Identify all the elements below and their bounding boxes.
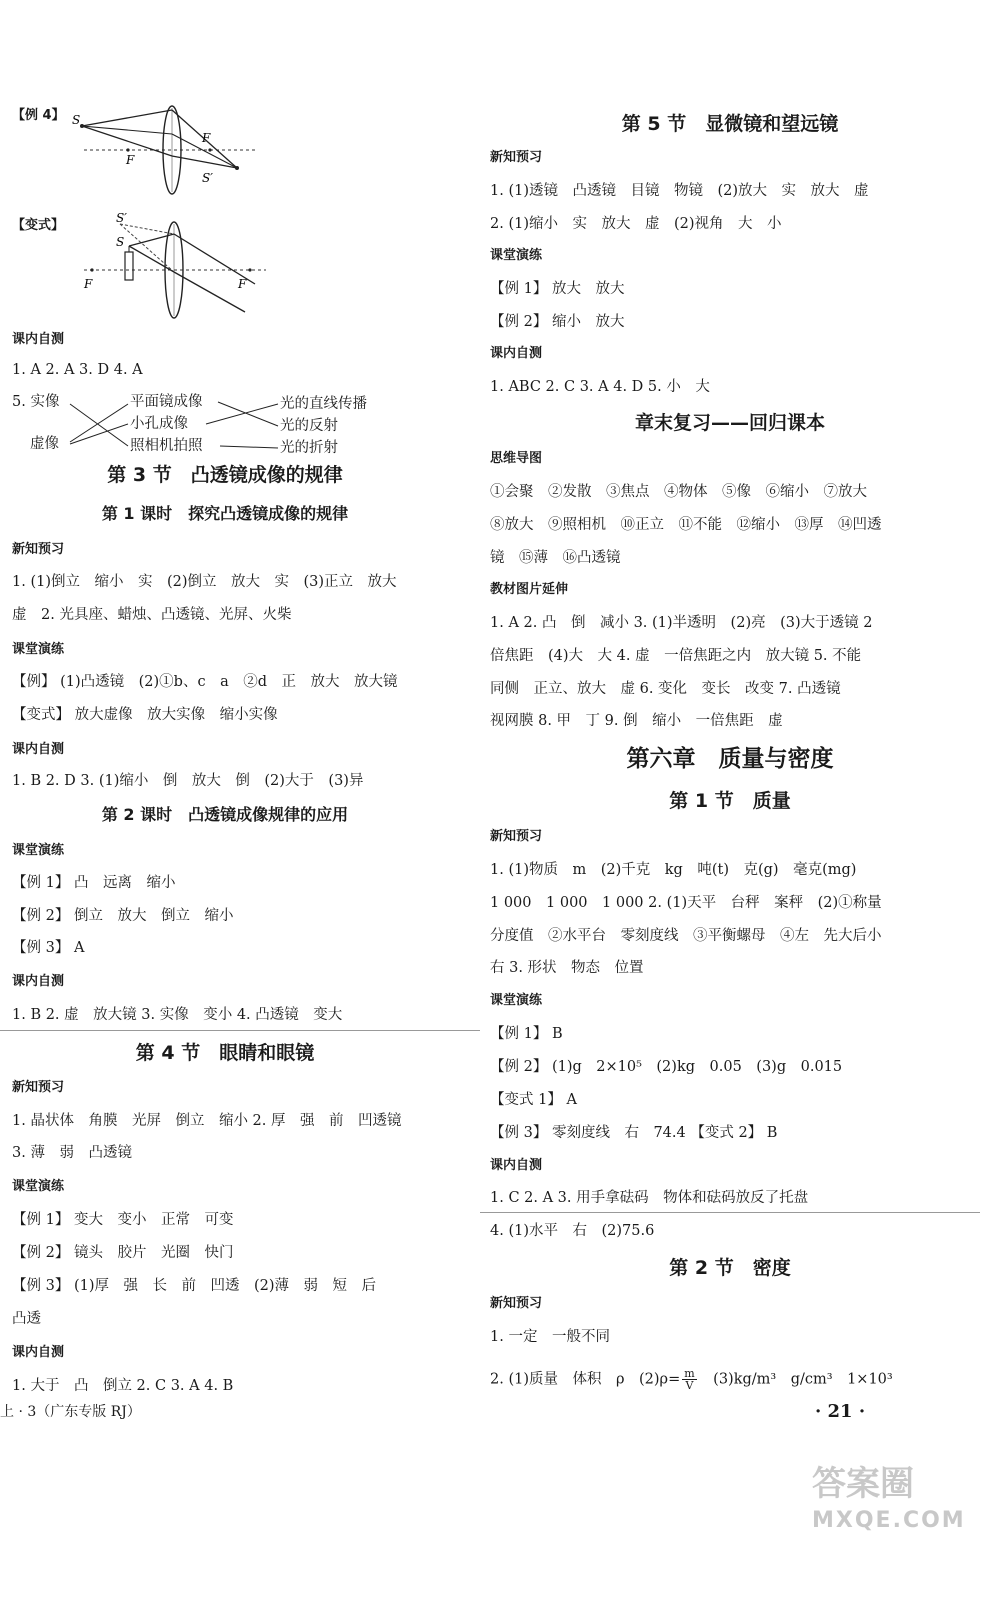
example-3-answer: 【例 3】 A — [12, 940, 85, 956]
self-test-line: 1. B 2. 虚 放大镜 3. 实像 变小 4. 凸透镜 变大 — [12, 1007, 343, 1023]
match-camera: 照相机拍照 — [130, 438, 203, 454]
lens-ray-diagram-example-4 — [70, 100, 260, 195]
preview-line-2: 3. 薄 弱 凸透镜 — [12, 1145, 132, 1161]
density-section-title: 第 2 节 密度 — [669, 1257, 791, 1279]
example-2-answer: 【例 2】 (1)g 2×10⁵ (2)kg 0.05 (3)g 0.015 — [490, 1059, 843, 1075]
density-fraction — [682, 1368, 696, 1391]
matching-lines — [10, 390, 410, 462]
mass-section-title: 第 1 节 质量 — [669, 790, 791, 812]
classroom-label: 课堂演练 — [12, 843, 65, 858]
classroom-label: 课堂演练 — [12, 642, 65, 657]
fraction-denominator: V — [685, 1379, 694, 1392]
chapter-review-title: 章末复习——回归课本 — [634, 412, 825, 434]
self-test-line-2: 4. (1)水平 右 (2)75.6 — [490, 1223, 655, 1239]
density-definition: 2. (1)质量 体积 ρ (2)ρ= — [490, 1371, 681, 1388]
self-test-label: 课内自测 — [12, 742, 65, 757]
self-test-label: 课内自测 — [490, 1158, 543, 1173]
classroom-label: 课堂演练 — [490, 248, 543, 263]
divider — [480, 1212, 980, 1213]
lens-ray-diagram-variant — [70, 212, 270, 322]
self-test-label: 课内自测 — [490, 346, 543, 361]
self-test-answers: 1. A 2. A 3. D 4. A — [12, 362, 143, 378]
preview-label: 新知预习 — [12, 542, 65, 557]
example-1-answer: 【例 1】 凸 远离 缩小 — [12, 875, 176, 891]
self-test-line: 1. ABC 2. C 3. A 4. D 5. 小 大 — [490, 379, 710, 395]
focus-f-right-label: F — [238, 277, 247, 291]
classroom-label: 课堂演练 — [12, 1179, 65, 1194]
example-3-answer-line-1: 【例 3】 (1)厚 强 长 前 凹透 (2)薄 弱 短 后 — [12, 1278, 377, 1294]
fraction-numerator: m — [684, 1367, 695, 1380]
watermark-logo: 答案圈 — [812, 1464, 914, 1504]
focus-f-left-label: F — [84, 277, 93, 291]
example-1-answer: 【例 1】 变大 变小 正常 可变 — [12, 1212, 234, 1228]
lesson-1-title: 第 1 课时 探究凸透镜成像的规律 — [101, 504, 349, 523]
preview-line-4: 右 3. 形状 物态 位置 — [490, 960, 644, 976]
preview-label: 新知预习 — [490, 829, 543, 844]
extension-line-4: 视网膜 8. 甲 丁 9. 倒 缩小 一倍焦距 虚 — [490, 713, 783, 729]
example-2-answer: 【例 2】 缩小 放大 — [490, 314, 625, 330]
virtual-image-s-prime-label: S′ — [116, 212, 127, 225]
preview-label: 新知预习 — [12, 1080, 65, 1095]
match-reflection: 光的反射 — [280, 418, 338, 434]
preview-line-1: 1. (1)物质 m (2)千克 kg 吨(t) 克(g) 毫克(mg) — [490, 862, 857, 878]
example-1-answer: 【例 1】 放大 放大 — [490, 281, 625, 297]
watermark-url: MXQE.COM — [812, 1508, 966, 1533]
density-units: (3)kg/m³ g/cm³ 1×10³ — [713, 1371, 893, 1388]
footer-edition: 上 · 3（广东专版 RJ） — [0, 1404, 141, 1420]
example-3-answer: 【例 3】 零刻度线 右 74.4 【变式 2】 B — [490, 1125, 778, 1141]
preview-line-2: 2. (1)缩小 实 放大 虚 (2)视角 大 小 — [490, 216, 782, 232]
self-test-label: 课内自测 — [12, 974, 65, 989]
divider — [0, 1030, 480, 1031]
preview-label: 新知预习 — [490, 150, 543, 165]
image-s-prime-label: S′ — [202, 171, 213, 185]
preview-line-1: 1. 一定 一般不同 — [490, 1329, 610, 1345]
focus-f-label-right: F — [202, 131, 211, 145]
object-s-label: S — [116, 235, 125, 249]
self-test-label: 课内自测 — [12, 1345, 65, 1360]
section-4-title: 第 4 节 眼睛和眼镜 — [135, 1042, 315, 1064]
example-answer: 【例】 (1)凸透镜 (2)①b、c a ②d 正 放大 放大镜 — [12, 674, 398, 690]
lesson-2-title: 第 2 课时 凸透镜成像规律的应用 — [101, 805, 349, 824]
preview-line-2: 虚 2. 光具座、蜡烛、凸透镜、光屏、火柴 — [12, 607, 292, 623]
match-refraction: 光的折射 — [280, 440, 338, 456]
self-test-line-1: 1. C 2. A 3. 用手拿砝码 物体和砝码放反了托盘 — [490, 1190, 809, 1206]
section-3-title: 第 3 节 凸透镜成像的规律 — [107, 464, 343, 486]
example-1-answer: 【例 1】 B — [490, 1026, 563, 1042]
variant-label: 【变式】 — [12, 218, 65, 233]
variant-answer: 【变式】 放大虚像 放大实像 缩小实像 — [12, 707, 278, 723]
point-s-label: S — [72, 113, 81, 127]
example-3-answer-line-2: 凸透 — [12, 1311, 41, 1327]
mind-map-line-1: ①会聚 ②发散 ③焦点 ④物体 ⑤像 ⑥缩小 ⑦放大 — [490, 484, 867, 500]
self-test-line: 1. B 2. D 3. (1)缩小 倒 放大 倒 (2)大于 (3)异 — [12, 773, 364, 789]
mind-map-line-3: 镜 ⑮薄 ⑯凸透镜 — [490, 550, 621, 566]
example-2-answer: 【例 2】 倒立 放大 倒立 缩小 — [12, 908, 234, 924]
match-pinhole: 小孔成像 — [130, 416, 188, 432]
preview-line-1: 1. (1)透镜 凸透镜 目镜 物镜 (2)放大 实 放大 虚 — [490, 183, 869, 199]
self-test-label: 课内自测 — [12, 332, 65, 347]
match-plane-mirror: 平面镜成像 — [130, 394, 203, 410]
mind-map-line-2: ⑧放大 ⑨照相机 ⑩正立 ⑪不能 ⑫缩小 ⑬厚 ⑭凹透 — [490, 517, 882, 533]
preview-line-3: 分度值 ②水平台 零刻度线 ③平衡螺母 ④左 先大后小 — [490, 928, 882, 944]
section-5-title: 第 5 节 显微镜和望远镜 — [621, 113, 839, 135]
focus-f-label-left: F — [126, 153, 135, 167]
textbook-image-extension-label: 教材图片延伸 — [490, 582, 569, 597]
preview-line-1: 1. (1)倒立 缩小 实 (2)倒立 放大 实 (3)正立 放大 — [12, 574, 397, 590]
preview-line-1: 1. 晶状体 角膜 光屏 倒立 缩小 2. 厚 强 前 凹透镜 — [12, 1113, 402, 1129]
extension-line-1: 1. A 2. 凸 倒 减小 3. (1)半透明 (2)亮 (3)大于透镜 2 — [490, 615, 873, 631]
self-test-line: 1. 大于 凸 倒立 2. C 3. A 4. B — [12, 1378, 234, 1394]
match-real-image: 5. 实像 — [12, 394, 60, 410]
extension-line-3: 同侧 正立、放大 虚 6. 变化 变长 改变 7. 凸透镜 — [490, 681, 841, 697]
preview-label: 新知预习 — [490, 1296, 543, 1311]
mind-map-label: 思维导图 — [490, 451, 543, 466]
preview-line-2: 1 000 1 000 1 000 2. (1)天平 台秤 案秤 (2)①称量 — [490, 895, 882, 911]
example-2-answer: 【例 2】 镜头 胶片 光圈 快门 — [12, 1245, 234, 1261]
example-4-label: 【例 4】 — [12, 108, 65, 123]
match-virtual-image: 虚像 — [30, 436, 59, 452]
page-number: · 21 · — [815, 1401, 866, 1422]
classroom-label: 课堂演练 — [490, 993, 543, 1008]
match-straight-propagation: 光的直线传播 — [280, 396, 367, 412]
variant-1-answer: 【变式 1】 A — [490, 1092, 577, 1108]
chapter-6-title: 第六章 质量与密度 — [626, 746, 834, 772]
extension-line-2: 倍焦距 (4)大 大 4. 虚 一倍焦距之内 放大镜 5. 不能 — [490, 648, 862, 664]
matching-question — [10, 390, 410, 462]
preview-line-2 — [490, 1368, 893, 1391]
